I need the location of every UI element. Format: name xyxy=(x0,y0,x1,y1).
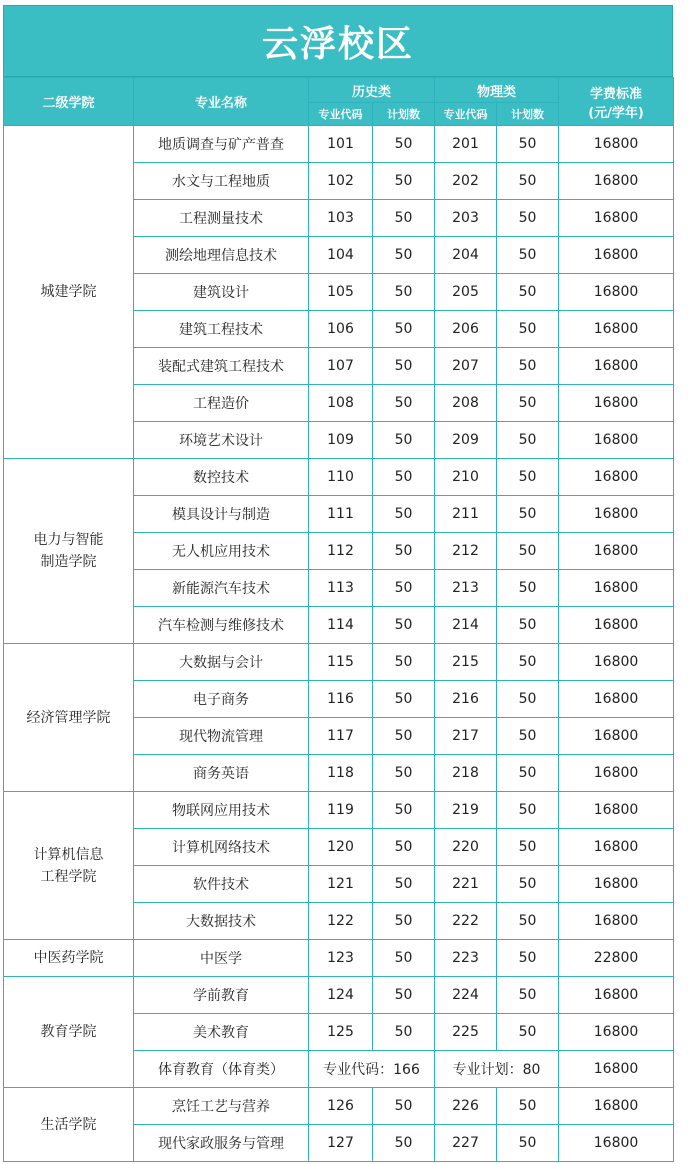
major-name-cell: 工程测量技术 xyxy=(134,200,309,237)
tuition-cell: 16800 xyxy=(559,533,674,570)
major-name-cell: 建筑设计 xyxy=(134,274,309,311)
table-row xyxy=(4,940,674,977)
physics-plan-cell: 50 xyxy=(497,311,559,348)
major-name-cell: 大数据与会计 xyxy=(134,644,309,681)
history-code-cell: 119 xyxy=(309,792,373,829)
history-plan-cell: 50 xyxy=(373,755,435,792)
major-name-cell: 体育教育（体育类） xyxy=(134,1051,309,1088)
history-code-cell: 115 xyxy=(309,644,373,681)
tuition-cell: 16800 xyxy=(559,496,674,533)
physics-code-cell: 223 xyxy=(435,940,497,977)
tuition-cell: 16800 xyxy=(559,126,674,163)
history-code-cell: 103 xyxy=(309,200,373,237)
physics-plan-cell: 50 xyxy=(497,496,559,533)
tuition-cell: 16800 xyxy=(559,348,674,385)
physics-code-cell: 207 xyxy=(435,348,497,385)
major-name-cell: 模具设计与制造 xyxy=(134,496,309,533)
history-plan-cell: 50 xyxy=(373,903,435,940)
physics-plan-cell: 50 xyxy=(497,459,559,496)
physics-code-cell: 214 xyxy=(435,607,497,644)
tuition-cell: 16800 xyxy=(559,1051,674,1088)
physics-plan-cell: 50 xyxy=(497,274,559,311)
history-plan-cell: 50 xyxy=(373,422,435,459)
history-plan-cell: 50 xyxy=(373,1014,435,1051)
major-name-cell: 软件技术 xyxy=(134,866,309,903)
physics-plan-cell: 50 xyxy=(497,385,559,422)
physics-code-cell: 219 xyxy=(435,792,497,829)
college-name-line: 经济管理学院 xyxy=(26,709,111,726)
tuition-cell: 16800 xyxy=(559,718,674,755)
history-plan-cell: 50 xyxy=(373,570,435,607)
header-history-plan: 计划数 xyxy=(373,103,435,126)
history-code-cell: 110 xyxy=(309,459,373,496)
physics-code-cell: 211 xyxy=(435,496,497,533)
header-college: 二级学院 xyxy=(4,78,134,126)
tuition-cell: 16800 xyxy=(559,903,674,940)
history-plan-cell: 50 xyxy=(373,1088,435,1125)
header-tuition-line2: (元/学年) xyxy=(588,105,644,121)
physics-plan-cell: 50 xyxy=(497,422,559,459)
tuition-cell: 16800 xyxy=(559,1014,674,1051)
history-code-cell: 116 xyxy=(309,681,373,718)
physics-plan-cell: 50 xyxy=(497,866,559,903)
tuition-cell: 16800 xyxy=(559,237,674,274)
table-body xyxy=(4,126,674,1162)
history-plan-cell: 50 xyxy=(373,940,435,977)
physics-code-cell: 210 xyxy=(435,459,497,496)
table-header xyxy=(4,78,674,126)
history-code-cell: 111 xyxy=(309,496,373,533)
history-plan-cell: 50 xyxy=(373,496,435,533)
history-plan-cell: 50 xyxy=(373,274,435,311)
physics-code-cell: 220 xyxy=(435,829,497,866)
physics-plan-cell: 50 xyxy=(497,792,559,829)
college-cell xyxy=(4,792,134,940)
history-code-cell: 123 xyxy=(309,940,373,977)
history-code-cell: 127 xyxy=(309,1125,373,1162)
history-code-cell: 106 xyxy=(309,311,373,348)
tuition-cell: 16800 xyxy=(559,755,674,792)
history-plan-cell: 50 xyxy=(373,126,435,163)
history-plan-cell: 50 xyxy=(373,829,435,866)
tuition-cell: 16800 xyxy=(559,977,674,1014)
history-code-cell: 125 xyxy=(309,1014,373,1051)
tuition-cell: 16800 xyxy=(559,311,674,348)
history-plan-cell: 50 xyxy=(373,866,435,903)
history-code-cell: 126 xyxy=(309,1088,373,1125)
tuition-cell: 16800 xyxy=(559,385,674,422)
physics-plan-cell: 50 xyxy=(497,163,559,200)
history-code-cell: 113 xyxy=(309,570,373,607)
physics-code-cell: 224 xyxy=(435,977,497,1014)
header-history-group: 历史类 xyxy=(309,78,435,103)
major-name-cell: 大数据技术 xyxy=(134,903,309,940)
campus-title: 云浮校区 xyxy=(3,5,673,77)
history-code-cell: 109 xyxy=(309,422,373,459)
major-name-cell: 商务英语 xyxy=(134,755,309,792)
major-name-cell: 无人机应用技术 xyxy=(134,533,309,570)
tuition-cell: 16800 xyxy=(559,274,674,311)
history-code-cell: 104 xyxy=(309,237,373,274)
college-cell xyxy=(4,940,134,977)
physics-code-cell: 202 xyxy=(435,163,497,200)
tuition-cell: 22800 xyxy=(559,940,674,977)
history-plan-cell: 50 xyxy=(373,977,435,1014)
header-physics-code: 专业代码 xyxy=(435,103,497,126)
history-code-cell: 114 xyxy=(309,607,373,644)
physics-code-cell: 209 xyxy=(435,422,497,459)
history-plan-cell: 50 xyxy=(373,237,435,274)
physics-code-cell: 222 xyxy=(435,903,497,940)
major-name-cell: 新能源汽车技术 xyxy=(134,570,309,607)
major-name-cell: 美术教育 xyxy=(134,1014,309,1051)
major-name-cell: 环境艺术设计 xyxy=(134,422,309,459)
physics-plan-cell: 50 xyxy=(497,644,559,681)
physics-plan-cell: 50 xyxy=(497,1125,559,1162)
major-name-cell: 测绘地理信息技术 xyxy=(134,237,309,274)
physics-plan-cell: 50 xyxy=(497,718,559,755)
major-name-cell: 中医学 xyxy=(134,940,309,977)
college-cell xyxy=(4,977,134,1088)
history-code-cell: 102 xyxy=(309,163,373,200)
history-code-cell: 120 xyxy=(309,829,373,866)
tuition-cell: 16800 xyxy=(559,866,674,903)
history-code-cell: 108 xyxy=(309,385,373,422)
history-plan-cell: 50 xyxy=(373,792,435,829)
history-code-cell: 112 xyxy=(309,533,373,570)
tuition-cell: 16800 xyxy=(559,422,674,459)
history-code-cell: 118 xyxy=(309,755,373,792)
physics-code-cell: 213 xyxy=(435,570,497,607)
history-plan-cell: 50 xyxy=(373,200,435,237)
history-plan-cell: 50 xyxy=(373,681,435,718)
header-history-code: 专业代码 xyxy=(309,103,373,126)
tuition-cell: 16800 xyxy=(559,200,674,237)
physics-plan-cell: 50 xyxy=(497,126,559,163)
table-row xyxy=(4,459,674,496)
history-code-cell: 101 xyxy=(309,126,373,163)
physics-code-cell: 206 xyxy=(435,311,497,348)
tuition-cell: 16800 xyxy=(559,792,674,829)
college-name-line: 教育学院 xyxy=(40,1024,97,1040)
college-cell xyxy=(4,1088,134,1162)
major-name-cell: 计算机网络技术 xyxy=(134,829,309,866)
history-plan-cell: 50 xyxy=(373,533,435,570)
special-code-cell: 专业代码：166 xyxy=(309,1051,435,1088)
major-name-cell: 电子商务 xyxy=(134,681,309,718)
physics-code-cell: 225 xyxy=(435,1014,497,1051)
major-name-cell: 地质调查与矿产普查 xyxy=(134,126,309,163)
physics-code-cell: 218 xyxy=(435,755,497,792)
header-physics-plan: 计划数 xyxy=(497,103,559,126)
college-cell xyxy=(4,126,134,459)
history-plan-cell: 50 xyxy=(373,644,435,681)
physics-code-cell: 226 xyxy=(435,1088,497,1125)
college-cell xyxy=(4,644,134,792)
college-name-line: 制造学院 xyxy=(40,554,97,570)
physics-plan-cell: 50 xyxy=(497,200,559,237)
header-tuition xyxy=(559,78,674,126)
physics-plan-cell: 50 xyxy=(497,348,559,385)
history-code-cell: 105 xyxy=(309,274,373,311)
history-plan-cell: 50 xyxy=(373,163,435,200)
physics-plan-cell: 50 xyxy=(497,237,559,274)
history-plan-cell: 50 xyxy=(373,607,435,644)
physics-plan-cell: 50 xyxy=(497,1014,559,1051)
physics-code-cell: 216 xyxy=(435,681,497,718)
campus-plan-sheet xyxy=(3,5,673,1162)
table-row xyxy=(4,1088,674,1125)
major-name-cell: 工程造价 xyxy=(134,385,309,422)
tuition-cell: 16800 xyxy=(559,570,674,607)
header-major: 专业名称 xyxy=(134,78,309,126)
college-name-line: 计算机信息 xyxy=(33,846,104,863)
history-code-cell: 121 xyxy=(309,866,373,903)
history-code-cell: 124 xyxy=(309,977,373,1014)
special-plan-cell: 专业计划：80 xyxy=(435,1051,559,1088)
physics-plan-cell: 50 xyxy=(497,607,559,644)
table-row xyxy=(4,977,674,1014)
physics-plan-cell: 50 xyxy=(497,681,559,718)
physics-plan-cell: 50 xyxy=(497,903,559,940)
enrollment-table xyxy=(3,77,674,1162)
tuition-cell: 16800 xyxy=(559,163,674,200)
major-name-cell: 汽车检测与维修技术 xyxy=(134,607,309,644)
physics-code-cell: 204 xyxy=(435,237,497,274)
major-name-cell: 烹饪工艺与营养 xyxy=(134,1088,309,1125)
major-name-cell: 学前教育 xyxy=(134,977,309,1014)
header-physics-group: 物理类 xyxy=(435,78,559,103)
physics-code-cell: 212 xyxy=(435,533,497,570)
physics-code-cell: 203 xyxy=(435,200,497,237)
tuition-cell: 16800 xyxy=(559,459,674,496)
history-plan-cell: 50 xyxy=(373,348,435,385)
physics-plan-cell: 50 xyxy=(497,829,559,866)
college-name-line: 生活学院 xyxy=(40,1116,97,1133)
physics-code-cell: 201 xyxy=(435,126,497,163)
physics-code-cell: 217 xyxy=(435,718,497,755)
major-name-cell: 数控技术 xyxy=(134,459,309,496)
physics-plan-cell: 50 xyxy=(497,755,559,792)
tuition-cell: 16800 xyxy=(559,829,674,866)
physics-code-cell: 205 xyxy=(435,274,497,311)
major-name-cell: 物联网应用技术 xyxy=(134,792,309,829)
tuition-cell: 16800 xyxy=(559,607,674,644)
physics-plan-cell: 50 xyxy=(497,1088,559,1125)
major-name-cell: 现代家政服务与管理 xyxy=(134,1125,309,1162)
major-name-cell: 装配式建筑工程技术 xyxy=(134,348,309,385)
physics-plan-cell: 50 xyxy=(497,533,559,570)
history-code-cell: 107 xyxy=(309,348,373,385)
major-name-cell: 现代物流管理 xyxy=(134,718,309,755)
history-plan-cell: 50 xyxy=(373,718,435,755)
table-row xyxy=(4,644,674,681)
college-name-line: 中医药学院 xyxy=(33,950,104,966)
history-plan-cell: 50 xyxy=(373,459,435,496)
physics-code-cell: 208 xyxy=(435,385,497,422)
college-name-line: 电力与智能 xyxy=(33,532,104,548)
physics-code-cell: 215 xyxy=(435,644,497,681)
major-name-cell: 建筑工程技术 xyxy=(134,311,309,348)
college-name-line: 工程学院 xyxy=(40,868,97,885)
physics-plan-cell: 50 xyxy=(497,940,559,977)
major-name-cell: 水文与工程地质 xyxy=(134,163,309,200)
header-tuition-line1: 学费标准 xyxy=(590,86,643,102)
tuition-cell: 16800 xyxy=(559,681,674,718)
physics-code-cell: 221 xyxy=(435,866,497,903)
history-plan-cell: 50 xyxy=(373,1125,435,1162)
tuition-cell: 16800 xyxy=(559,1088,674,1125)
table-row xyxy=(4,792,674,829)
history-code-cell: 117 xyxy=(309,718,373,755)
physics-plan-cell: 50 xyxy=(497,977,559,1014)
college-name-line: 城建学院 xyxy=(40,284,97,300)
physics-code-cell: 227 xyxy=(435,1125,497,1162)
table-row xyxy=(4,126,674,163)
history-code-cell: 122 xyxy=(309,903,373,940)
tuition-cell: 16800 xyxy=(559,644,674,681)
college-cell xyxy=(4,459,134,644)
history-plan-cell: 50 xyxy=(373,385,435,422)
physics-plan-cell: 50 xyxy=(497,570,559,607)
tuition-cell: 16800 xyxy=(559,1125,674,1162)
history-plan-cell: 50 xyxy=(373,311,435,348)
